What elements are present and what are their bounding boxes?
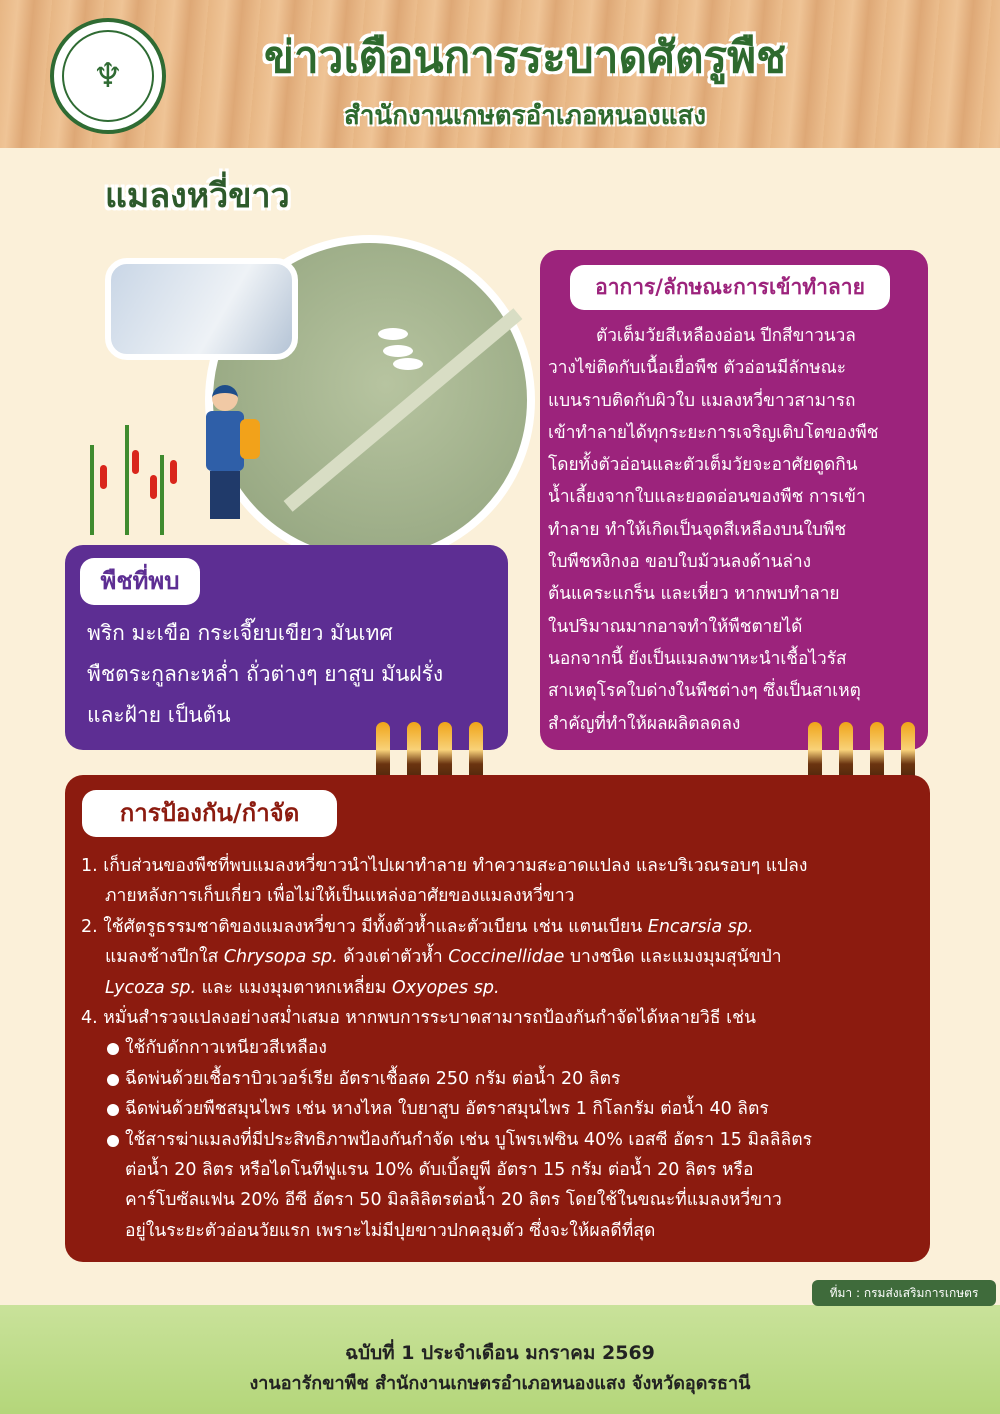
host-plants-panel (65, 545, 508, 750)
control-item-1: 1. เก็บส่วนของพืชที่พบแมลงหวี่ขาวนำไปเผาทำลาย ทำความสะอาดแปลง และบริเวณรอบๆ แปลง (81, 856, 808, 876)
host-plants-line: พริก มะเขือ กระเจี๊ยบเขียว มันเทศ (87, 621, 393, 645)
page-subtitle: สำนักงานเกษตรอำเภอหนองแสง (343, 101, 707, 131)
control-panel (65, 775, 930, 1262)
control-bullet: ใช้กับดักกาวเหนียวสีเหลือง (81, 1033, 926, 1063)
host-plants-line: พืชตระกูลกะหล่ำ ถั่วต่างๆ ยาสูบ มันฝรั่ง (87, 662, 444, 686)
control-item-4: 4. หมั่นสำรวจแปลงอย่างสม่ำเสมอ หากพบการระบาดสามารถป้องกันกำจัดได้หลายวิธี เช่น (81, 1008, 756, 1029)
symptoms-line: ต้นแคระแกร็น และเหี่ยว หากพบทำลาย (548, 584, 840, 605)
control-bullet-cont: อยู่ในระยะตัวอ่อนวัยแรก เพราะไม่มีปุยขาวปกคลุมตัว ซึ่งจะให้ผลดีที่สุด (125, 1220, 656, 1241)
control-bullet-cont: คาร์โบซัลแฟน 20% อีซี อัตรา 50 มิลลิลิตรต่อน้ำ 20 ลิตร โดยใช้ในขณะที่แมลงหวี่ขาว (125, 1190, 782, 1211)
department-logo (50, 18, 166, 134)
control-bullet-cont: ต่อน้ำ 20 ลิตร หรือไดโนทีฟูแรน 10% ดับเบิ้ลยูพี อัตรา 15 กรัม ต่อน้ำ 20 ลิตร หรือ (125, 1160, 754, 1181)
pest-name: แมลงหวี่ขาว (105, 176, 290, 216)
symptoms-line: น้ำเลี้ยงจากใบและยอดอ่อนของพืช การเข้า (548, 487, 866, 508)
source-badge: ที่มา : กรมส่งเสริมการเกษตร (812, 1280, 996, 1306)
symptoms-line: ใบพืชหงิกงอ ขอบใบม้วนลงด้านล่าง (548, 552, 812, 573)
issue-info: ฉบับที่ 1 ประจำเดือน มกราคม 2569 (345, 1342, 655, 1364)
header-banner (0, 0, 1000, 148)
symptoms-line: แบนราบติดกับผิวใบ แมลงหวี่ขาวสามารถ (548, 390, 856, 411)
symptoms-line: โดยทั้งตัวอ่อนและตัวเต็มวัยจะอาศัยดูดกิน (548, 455, 858, 476)
symptoms-line: สาเหตุโรคใบด่างในพืชต่างๆ ซึ่งเป็นสาเหตุ (548, 681, 861, 702)
control-item-2-cont: แมลงช้างปีกใส Chrysopa sp. ด้วงเต่าตัวห้ำ Coccinellidae บางชนิด และแมงมุมสุนัขป่า (105, 947, 782, 968)
host-plants-line: และฝ้าย เป็นต้น (87, 703, 231, 727)
logo-emblem-icon: ♆ (62, 30, 154, 122)
page-title: ข่าวเตือนการระบาดศัตรูพืช (263, 32, 787, 83)
symptoms-heading: อาการ/ลักษณะการเข้าทำลาย (570, 265, 890, 310)
symptoms-line: เข้าทำลายได้ทุกระยะการเจริญเติบโตของพืช (548, 422, 879, 443)
farmer-spraying-illustration (200, 385, 250, 525)
host-plants-heading: พืชที่พบ (80, 558, 200, 605)
chili-plants-illustration (70, 415, 195, 535)
control-bullet: ใช้สารฆ่าแมลงที่มีประสิทธิภาพป้องกันกำจัด เช่น บูโพรเฟซิน 40% เอสซี อัตรา 15 มิลลิลิตร (81, 1125, 926, 1155)
symptoms-line: ในปริมาณมากอาจทำให้พืชตายได้ (548, 616, 803, 637)
symptoms-line: วางไข่ติดกับเนื้อเยื่อพืช ตัวอ่อนมีลักษณะ (548, 358, 847, 379)
control-item-2: 2. ใช้ศัตรูธรรมชาติของแมลงหวี่ขาว มีทั้งตัวห้ำและตัวเบียน เช่น แตนเบียน Encarsia sp. (81, 916, 754, 937)
symptoms-panel (540, 250, 928, 750)
organization-info: งานอารักขาพืช สำนักงานเกษตรอำเภอหนองแสง จังหวัดอุดรธานี (249, 1373, 751, 1394)
control-heading: การป้องกัน/กำจัด (82, 790, 337, 837)
control-bullet: ฉีดพ่นด้วยพืชสมุนไพร เช่น หางไหล ใบยาสูบ อัตราสมุนไพร 1 กิโลกรัม ต่อน้ำ 40 ลิตร (81, 1094, 926, 1124)
symptoms-line: นอกจากนี้ ยังเป็นแมลงพาหะนำเชื้อไวรัส (548, 648, 847, 669)
symptoms-line: ทำลาย ทำให้เกิดเป็นจุดสีเหลืองบนใบพืช (548, 519, 847, 540)
symptoms-line: ตัวเต็มวัยสีเหลืองอ่อน ปีกสีขาวนวล (596, 326, 856, 346)
symptoms-line: สำคัญที่ทำให้ผลผลิตลดลง (548, 713, 741, 734)
control-item-2-cont: Lycoza sp. และ แมงมุมตาหกเหลี่ยม Oxyopes sp. (105, 977, 500, 998)
control-item-1-cont: ภายหลังการเก็บเกี่ยว เพื่อไม่ให้เป็นแหล่งอาศัยของแมลงหวี่ขาว (105, 886, 575, 907)
whitefly-photo (105, 258, 298, 360)
control-bullet: ฉีดพ่นด้วยเชื้อราบิวเวอร์เรีย อัตราเชื้อสด 250 กรัม ต่อน้ำ 20 ลิตร (81, 1064, 926, 1094)
